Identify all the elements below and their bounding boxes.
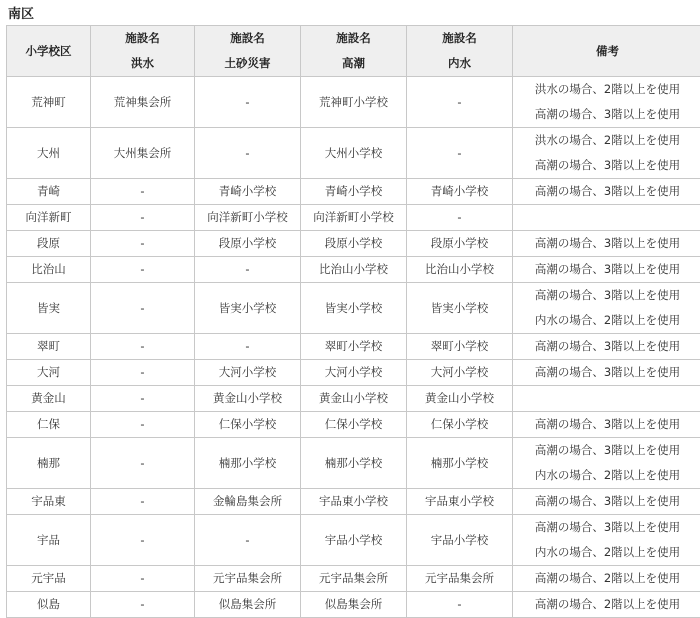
header-district: 小学校区 — [7, 26, 91, 77]
cell-flood: - — [91, 489, 195, 515]
cell-storm-surge: 比治山小学校 — [301, 257, 407, 283]
header-flood-top: 施設名 — [93, 26, 192, 51]
cell-district: 青崎 — [7, 179, 91, 205]
note-line: 高潮の場合、2階以上を使用 — [515, 566, 700, 591]
cell-notes — [513, 77, 700, 128]
section-title: 南区 — [8, 3, 34, 22]
evacuation-facility-table — [6, 25, 700, 618]
cell-flood: - — [91, 257, 195, 283]
cell-inland: - — [407, 77, 513, 128]
header-storm-surge-bottom: 高潮 — [303, 51, 404, 76]
cell-inland: - — [407, 205, 513, 231]
cell-district: 似島 — [7, 592, 91, 618]
cell-district: 黄金山 — [7, 386, 91, 412]
cell-notes — [513, 205, 700, 231]
note-line: 高潮の場合、3階以上を使用 — [515, 231, 700, 256]
table-row — [7, 283, 700, 334]
cell-landslide: 似島集会所 — [195, 592, 301, 618]
cell-flood: - — [91, 283, 195, 334]
note-line: 高潮の場合、2階以上を使用 — [515, 592, 700, 617]
cell-landslide: 青崎小学校 — [195, 179, 301, 205]
cell-flood: - — [91, 412, 195, 438]
cell-landslide: - — [195, 77, 301, 128]
cell-district: 段原 — [7, 231, 91, 257]
note-line: 高潮の場合、3階以上を使用 — [515, 283, 700, 308]
table-header-row — [7, 26, 700, 77]
note-line: 内水の場合、2階以上を使用 — [515, 463, 700, 488]
note-line: 高潮の場合、3階以上を使用 — [515, 334, 700, 359]
note-line: 高潮の場合、3階以上を使用 — [515, 438, 700, 463]
cell-inland: 翠町小学校 — [407, 334, 513, 360]
cell-landslide: 段原小学校 — [195, 231, 301, 257]
cell-flood: - — [91, 231, 195, 257]
cell-inland: - — [407, 128, 513, 179]
cell-district: 翠町 — [7, 334, 91, 360]
cell-notes — [513, 283, 700, 334]
header-landslide-top: 施設名 — [197, 26, 298, 51]
cell-district: 大河 — [7, 360, 91, 386]
cell-district: 荒神町 — [7, 77, 91, 128]
cell-storm-surge: 楠那小学校 — [301, 438, 407, 489]
cell-landslide: 元宇品集会所 — [195, 566, 301, 592]
cell-inland: - — [407, 592, 513, 618]
note-line: 高潮の場合、3階以上を使用 — [515, 179, 700, 204]
cell-landslide: - — [195, 515, 301, 566]
cell-inland: 大河小学校 — [407, 360, 513, 386]
cell-notes — [513, 515, 700, 566]
header-storm-surge — [301, 26, 407, 77]
note-line: 内水の場合、2階以上を使用 — [515, 540, 700, 565]
note-line: 洪水の場合、2階以上を使用 — [515, 77, 700, 102]
cell-storm-surge: 青崎小学校 — [301, 179, 407, 205]
cell-storm-surge: 仁保小学校 — [301, 412, 407, 438]
cell-storm-surge: 翠町小学校 — [301, 334, 407, 360]
header-flood-bottom: 洪水 — [93, 51, 192, 76]
cell-flood: - — [91, 179, 195, 205]
cell-storm-surge: 似島集会所 — [301, 592, 407, 618]
table-row — [7, 438, 700, 489]
header-inland-bottom: 内水 — [409, 51, 510, 76]
cell-district: 宇品 — [7, 515, 91, 566]
cell-district: 大州 — [7, 128, 91, 179]
header-storm-surge-top: 施設名 — [303, 26, 404, 51]
cell-storm-surge: 宇品小学校 — [301, 515, 407, 566]
table-row — [7, 360, 700, 386]
cell-flood: - — [91, 438, 195, 489]
cell-storm-surge: 段原小学校 — [301, 231, 407, 257]
cell-flood: - — [91, 205, 195, 231]
cell-district: 仁保 — [7, 412, 91, 438]
cell-notes — [513, 257, 700, 283]
cell-district: 皆実 — [7, 283, 91, 334]
cell-notes — [513, 412, 700, 438]
header-landslide-bottom: 土砂災害 — [197, 51, 298, 76]
cell-notes — [513, 489, 700, 515]
cell-notes — [513, 438, 700, 489]
cell-notes — [513, 179, 700, 205]
note-line: 高潮の場合、3階以上を使用 — [515, 102, 700, 127]
cell-inland: 比治山小学校 — [407, 257, 513, 283]
note-line: 高潮の場合、3階以上を使用 — [515, 412, 700, 437]
cell-storm-surge: 大河小学校 — [301, 360, 407, 386]
cell-storm-surge: 荒神町小学校 — [301, 77, 407, 128]
cell-flood: - — [91, 592, 195, 618]
cell-storm-surge: 黄金山小学校 — [301, 386, 407, 412]
cell-notes — [513, 128, 700, 179]
table-row — [7, 334, 700, 360]
table-row — [7, 128, 700, 179]
cell-inland: 宇品小学校 — [407, 515, 513, 566]
cell-landslide: 楠那小学校 — [195, 438, 301, 489]
cell-district: 元宇品 — [7, 566, 91, 592]
cell-landslide: - — [195, 128, 301, 179]
table-row — [7, 489, 700, 515]
header-inland-top: 施設名 — [409, 26, 510, 51]
cell-landslide: 向洋新町小学校 — [195, 205, 301, 231]
table-row — [7, 179, 700, 205]
cell-flood: - — [91, 386, 195, 412]
note-line: 高潮の場合、3階以上を使用 — [515, 153, 700, 178]
cell-flood: - — [91, 334, 195, 360]
note-line: 高潮の場合、3階以上を使用 — [515, 257, 700, 282]
header-notes: 備考 — [513, 26, 700, 77]
cell-inland: 青崎小学校 — [407, 179, 513, 205]
cell-inland: 楠那小学校 — [407, 438, 513, 489]
cell-landslide: - — [195, 334, 301, 360]
cell-district: 宇品東 — [7, 489, 91, 515]
cell-flood: 大州集会所 — [91, 128, 195, 179]
cell-inland: 仁保小学校 — [407, 412, 513, 438]
cell-flood: - — [91, 360, 195, 386]
cell-district: 比治山 — [7, 257, 91, 283]
note-line — [515, 205, 700, 230]
cell-inland: 元宇品集会所 — [407, 566, 513, 592]
cell-landslide: 仁保小学校 — [195, 412, 301, 438]
table-body — [7, 77, 700, 618]
cell-storm-surge: 大州小学校 — [301, 128, 407, 179]
cell-inland: 皆実小学校 — [407, 283, 513, 334]
cell-storm-surge: 宇品東小学校 — [301, 489, 407, 515]
table-row — [7, 205, 700, 231]
note-line: 高潮の場合、3階以上を使用 — [515, 515, 700, 540]
header-flood — [91, 26, 195, 77]
table-row — [7, 257, 700, 283]
cell-notes — [513, 566, 700, 592]
cell-landslide: 皆実小学校 — [195, 283, 301, 334]
cell-inland: 宇品東小学校 — [407, 489, 513, 515]
note-line: 高潮の場合、3階以上を使用 — [515, 360, 700, 385]
cell-flood: - — [91, 515, 195, 566]
cell-landslide: - — [195, 257, 301, 283]
table-row — [7, 412, 700, 438]
cell-inland: 段原小学校 — [407, 231, 513, 257]
header-inland — [407, 26, 513, 77]
cell-notes — [513, 231, 700, 257]
cell-inland: 黄金山小学校 — [407, 386, 513, 412]
note-line — [515, 386, 700, 411]
note-line: 洪水の場合、2階以上を使用 — [515, 128, 700, 153]
cell-flood: 荒神集会所 — [91, 77, 195, 128]
cell-notes — [513, 334, 700, 360]
cell-landslide: 金輪島集会所 — [195, 489, 301, 515]
cell-flood: - — [91, 566, 195, 592]
table-row — [7, 515, 700, 566]
note-line: 高潮の場合、3階以上を使用 — [515, 489, 700, 514]
cell-notes — [513, 386, 700, 412]
table-row — [7, 77, 700, 128]
table-row — [7, 566, 700, 592]
cell-storm-surge: 元宇品集会所 — [301, 566, 407, 592]
note-line: 内水の場合、2階以上を使用 — [515, 308, 700, 333]
cell-district: 楠那 — [7, 438, 91, 489]
cell-notes — [513, 360, 700, 386]
cell-storm-surge: 皆実小学校 — [301, 283, 407, 334]
table-row — [7, 386, 700, 412]
header-landslide — [195, 26, 301, 77]
cell-district: 向洋新町 — [7, 205, 91, 231]
table-row — [7, 231, 700, 257]
cell-storm-surge: 向洋新町小学校 — [301, 205, 407, 231]
cell-landslide: 黄金山小学校 — [195, 386, 301, 412]
cell-landslide: 大河小学校 — [195, 360, 301, 386]
